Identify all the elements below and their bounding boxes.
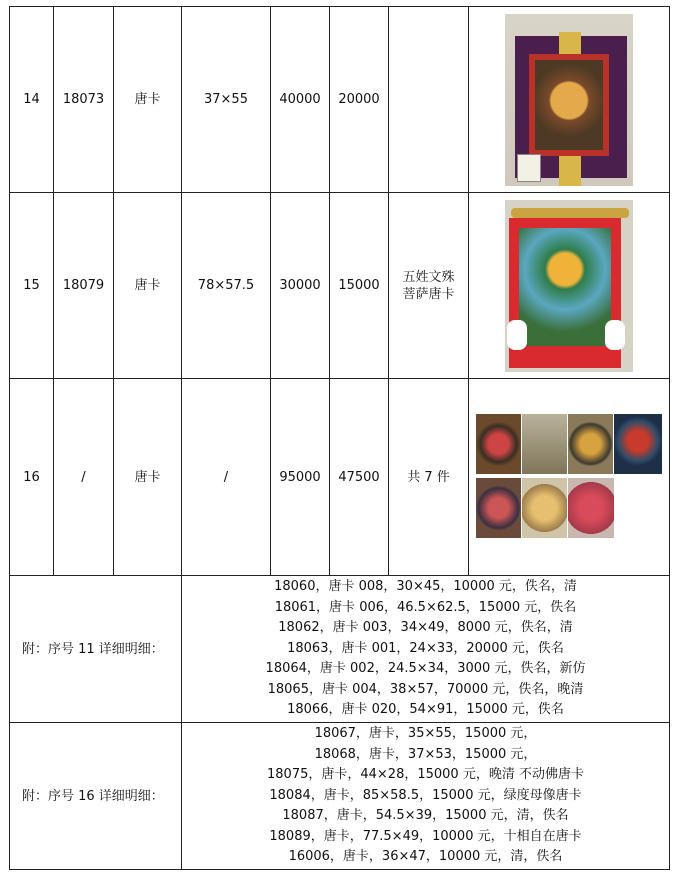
cell-desc [389, 193, 469, 379]
table-row [10, 193, 670, 379]
cell-type: 唐卡 [114, 379, 182, 576]
cell-lot: / [54, 379, 114, 576]
detail-line: 18063，唐卡 001，24×33，20000 元，佚名 [287, 640, 564, 656]
cell-no: 15 [10, 193, 54, 379]
desc-line: 菩萨唐卡 [402, 286, 455, 302]
cell-desc [389, 379, 469, 576]
cell-no: 16 [10, 379, 54, 576]
table-row [10, 7, 670, 193]
cell-desc [389, 7, 469, 193]
cell-price-low: 15000 [330, 193, 389, 379]
cell-type: 唐卡 [114, 193, 182, 379]
cell-photo [469, 379, 670, 576]
detail-line: 18087，唐卡，54.5×39，15000 元，清，佚名 [282, 808, 569, 824]
detail-lines [182, 723, 670, 870]
cell-lot: 18073 [54, 7, 114, 193]
detail-line: 18065，唐卡 004，38×57，70000 元，佚名，晚清 [267, 681, 584, 697]
cell-size: 78×57.5 [182, 193, 271, 379]
auction-lot-table [9, 6, 670, 870]
detail-line: 18060，唐卡 008，30×45，10000 元，佚名，清 [274, 579, 577, 595]
detail-line: 18068，唐卡，37×53，15000 元， [314, 746, 537, 762]
cell-photo [469, 193, 670, 379]
detail-line: 18061，唐卡 006，46.5×62.5，15000 元，佚名 [274, 599, 577, 615]
detail-line: 16006，唐卡，36×47，10000 元，清，佚名 [288, 849, 563, 865]
detail-line: 18084，唐卡，85×58.5，15000 元，绿度母像唐卡 [269, 787, 582, 803]
thangka-photo-grid [476, 414, 662, 540]
desc-line: 五姓文殊 [402, 269, 455, 285]
cell-photo [469, 7, 670, 193]
detail-line: 18089，唐卡，77.5×49，10000 元，十相自在唐卡 [269, 828, 582, 844]
cell-price-low: 20000 [330, 7, 389, 193]
cell-type: 唐卡 [114, 7, 182, 193]
detail-line: 18062，唐卡 003，34×49，8000 元，佚名，清 [278, 620, 573, 636]
cell-price-low: 47500 [330, 379, 389, 576]
thangka-photo [505, 200, 633, 372]
desc-line: 共 7 件 [407, 469, 450, 485]
detail-line: 18067，唐卡，35×55，15000 元， [314, 726, 537, 742]
cell-price-high: 30000 [271, 193, 330, 379]
cell-price-high: 95000 [271, 379, 330, 576]
cell-size: 37×55 [182, 7, 271, 193]
cell-lot: 18079 [54, 193, 114, 379]
thangka-photo [505, 14, 633, 186]
cell-size: / [182, 379, 271, 576]
detail-label: 附：序号 11 详细明细： [10, 576, 182, 723]
detail-row-16 [10, 723, 670, 870]
detail-line: 18066，唐卡 020，54×91，15000 元，佚名 [287, 702, 564, 718]
cell-no: 14 [10, 7, 54, 193]
table-row [10, 379, 670, 576]
detail-line: 18064，唐卡 002，24.5×34，3000 元，佚名，新仿 [265, 661, 586, 677]
detail-line: 18075，唐卡，44×28，15000 元，晚清 不动佛唐卡 [267, 767, 584, 783]
detail-lines [182, 576, 670, 723]
cell-price-high: 40000 [271, 7, 330, 193]
detail-row-11 [10, 576, 670, 723]
detail-label: 附：序号 16 详细明细： [10, 723, 182, 870]
